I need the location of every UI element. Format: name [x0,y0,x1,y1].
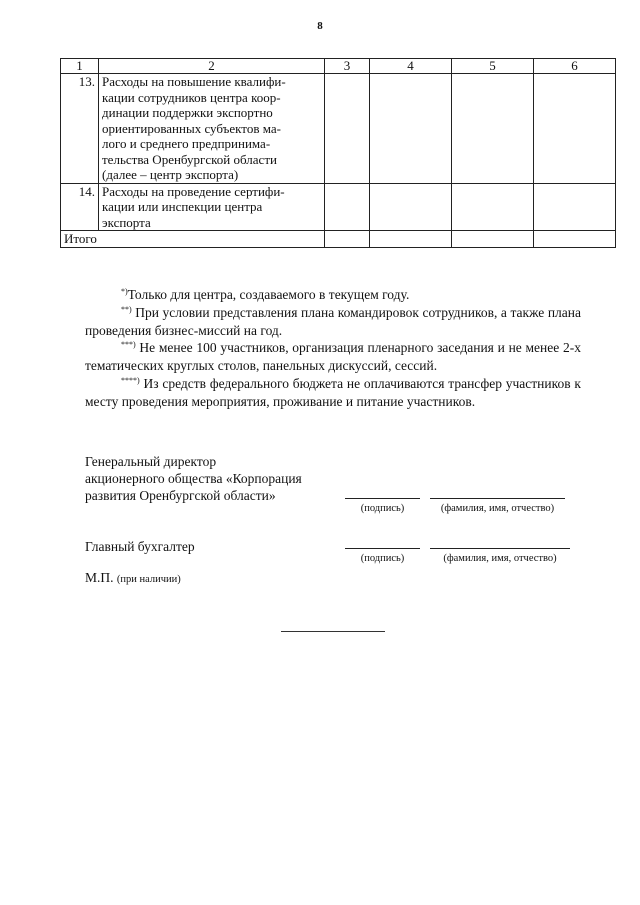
footnote-text: Не менее 100 участников, организация пленарного заседания и не менее 2-х тематических круглых столов, панельных дискуссий, сессий. [85,340,581,374]
table-row [61,183,616,231]
footnote [85,339,581,375]
stamp-label: М.П. [85,570,114,585]
column-header: 5 [452,59,534,74]
expense-table [60,58,616,248]
column-header: 2 [99,59,325,74]
empty-cell [325,183,370,231]
empty-cell [452,183,534,231]
row-number: 14. [61,183,99,231]
column-header: 3 [325,59,370,74]
column-header: 6 [534,59,616,74]
director-name-line [430,498,565,499]
accountant-title: Главный бухгалтер [85,539,195,554]
footnote-mark: **) [121,304,132,314]
director-title: Генеральный директор акционерного общества «Корпорация развития Оренбургской области» [85,454,302,503]
stamp-place [85,570,181,586]
empty-cell [325,231,370,248]
signature-caption: (подпись) [360,553,405,564]
name-caption: (фамилия, имя, отчество) [443,553,557,564]
director-signature-line [345,498,420,499]
accountant-signature-line [345,548,420,549]
empty-cell [325,74,370,184]
total-row [61,231,616,248]
stamp-note: (при наличии) [116,574,181,585]
empty-cell [534,74,616,184]
total-label: Итого [61,231,325,248]
footnote-mark: *) [121,287,128,296]
empty-cell [534,183,616,231]
column-header: 4 [370,59,452,74]
accountant-name-line [430,548,570,549]
footnote-mark: ***) [121,340,136,350]
column-header: 1 [61,59,99,74]
row-description: Расходы на повышение квалифи- кации сотрудников центра коор- динации поддержки экспортно ориентированных субъектов ма- лого и среднего предпринима- тельства Оренбургской области (далее – центр экспорта) [99,74,325,184]
footnote-text: Только для центра, создаваемого в текущем году. [127,287,410,302]
row-description: Расходы на проведение сертифи- кации или инспекции центра экспорта [99,183,325,231]
table-row [61,74,616,184]
footnote [85,304,581,340]
empty-cell [370,183,452,231]
table-header-row [61,59,616,74]
row-number: 13. [61,74,99,184]
footnote-mark: ****) [121,375,140,385]
empty-cell [370,231,452,248]
signature-caption: (подпись) [360,503,405,514]
empty-cell [452,231,534,248]
footnote [85,286,581,304]
end-divider [281,631,385,632]
empty-cell [370,74,452,184]
footnote-text: При условии представления плана командировок сотрудников, а также плана проведения бизнес-миссий на год. [85,304,581,338]
footnotes [85,286,581,411]
page-number: 8 [317,20,323,32]
empty-cell [534,231,616,248]
empty-cell [452,74,534,184]
name-caption: (фамилия, имя, отчество) [440,503,555,514]
footnote [85,375,581,411]
footnote-text: Из средств федерального бюджета не оплачиваются трансфер участников к месту проведения мероприятия, проживание и питание участников. [85,375,581,409]
